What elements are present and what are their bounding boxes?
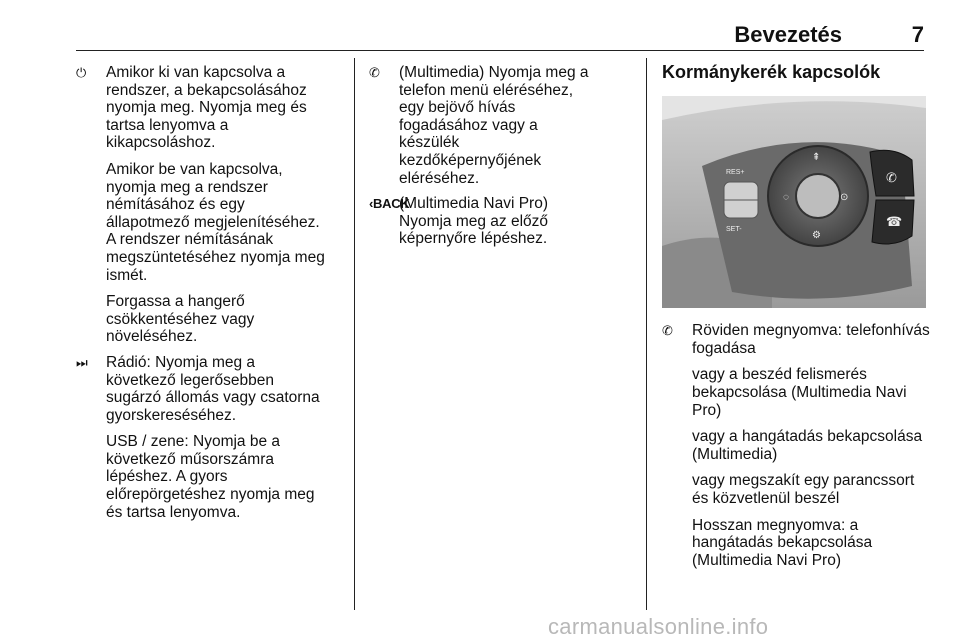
back-icon: ‹BACK — [369, 196, 410, 212]
phone-icon: ✆ — [369, 65, 380, 80]
page-number: 7 — [911, 22, 924, 47]
voice-phone-icon: ✆ — [662, 323, 673, 339]
header-rule — [76, 50, 924, 51]
next-track-icon: ⏭ — [76, 354, 88, 370]
back-item — [369, 195, 597, 248]
paragraph: Hosszan megnyomva: a hangátadás bekapcsolása (Multimedia Navi Pro) — [692, 516, 873, 569]
voice-item — [662, 322, 930, 569]
paragraph: Röviden megnyomva: telefonhívás fogadása — [692, 322, 930, 357]
paragraph: (Multimedia) Nyomja meg a telefon menü eléréséhez, egy bejövő hívás fogadásához vagy a készülék kezdőképernyőjének eléréséhez. — [399, 64, 589, 187]
paragraph: Rádió: Nyomja meg a következő legerősebben sugárzó állomás vagy csatorna gyorskereséséhez. — [106, 353, 320, 424]
svg-text:⚙: ⚙ — [812, 229, 821, 241]
res-label: RES+ — [726, 168, 745, 176]
paragraph: vagy megszakít egy parancssort és közvetlenül beszél — [692, 472, 915, 507]
center-button — [796, 174, 840, 218]
paragraph: vagy a hangátadás bekapcsolása (Multimedia) — [692, 428, 923, 463]
paragraph: (Multimedia Navi Pro) Nyomja meg az előző képernyőre lépéshez. — [399, 195, 549, 248]
next-track-item — [76, 354, 326, 521]
column-divider-1 — [354, 58, 355, 610]
paragraph: Forgassa a hangerő csökkentéséhez vagy növeléséhez. — [106, 293, 255, 346]
phone-item — [369, 64, 597, 187]
svg-text:◌: ◌ — [783, 191, 789, 203]
paragraph: Amikor ki van kapcsolva a rendszer, a bekapcsolásához nyomja meg. Nyomja meg és tartsa lenyomva a kikapcsoláshoz. — [106, 64, 307, 152]
svg-text:⊙: ⊙ — [840, 191, 849, 203]
column-divider-2 — [646, 58, 647, 610]
hang-up-icon-wheel: ☎ — [886, 213, 903, 229]
watermark: carmanualsonline.info — [548, 614, 769, 639]
paragraph: vagy a beszéd felismerés bekapcsolása (Multimedia Navi Pro) — [692, 366, 907, 419]
column-3 — [662, 64, 930, 577]
header-title: Bevezetés — [734, 22, 842, 47]
paragraph: USB / zene: Nyomja be a következő műsorszámra lépéshez. A gyors előrepörgetéshez nyomja meg és tartsa lenyomva. — [106, 433, 315, 521]
column-1 — [76, 64, 326, 529]
paragraph: Amikor be van kapcsolva, nyomja meg a rendszer némításához és egy állapotmező megjelenítéséhez. A rendszer némításának megszüntetéséhez nyomja meg ismét. — [106, 160, 325, 284]
voice-phone-icon-wheel: ✆ — [886, 169, 897, 185]
column-2 — [369, 64, 597, 256]
section-heading: Kormánykerék kapcsolók — [662, 62, 881, 82]
steering-wheel-image — [662, 96, 926, 308]
power-icon: ⏻ — [76, 65, 87, 80]
svg-text:⇞: ⇞ — [812, 151, 821, 163]
set-label: SET- — [726, 225, 742, 233]
power-item — [76, 64, 326, 346]
